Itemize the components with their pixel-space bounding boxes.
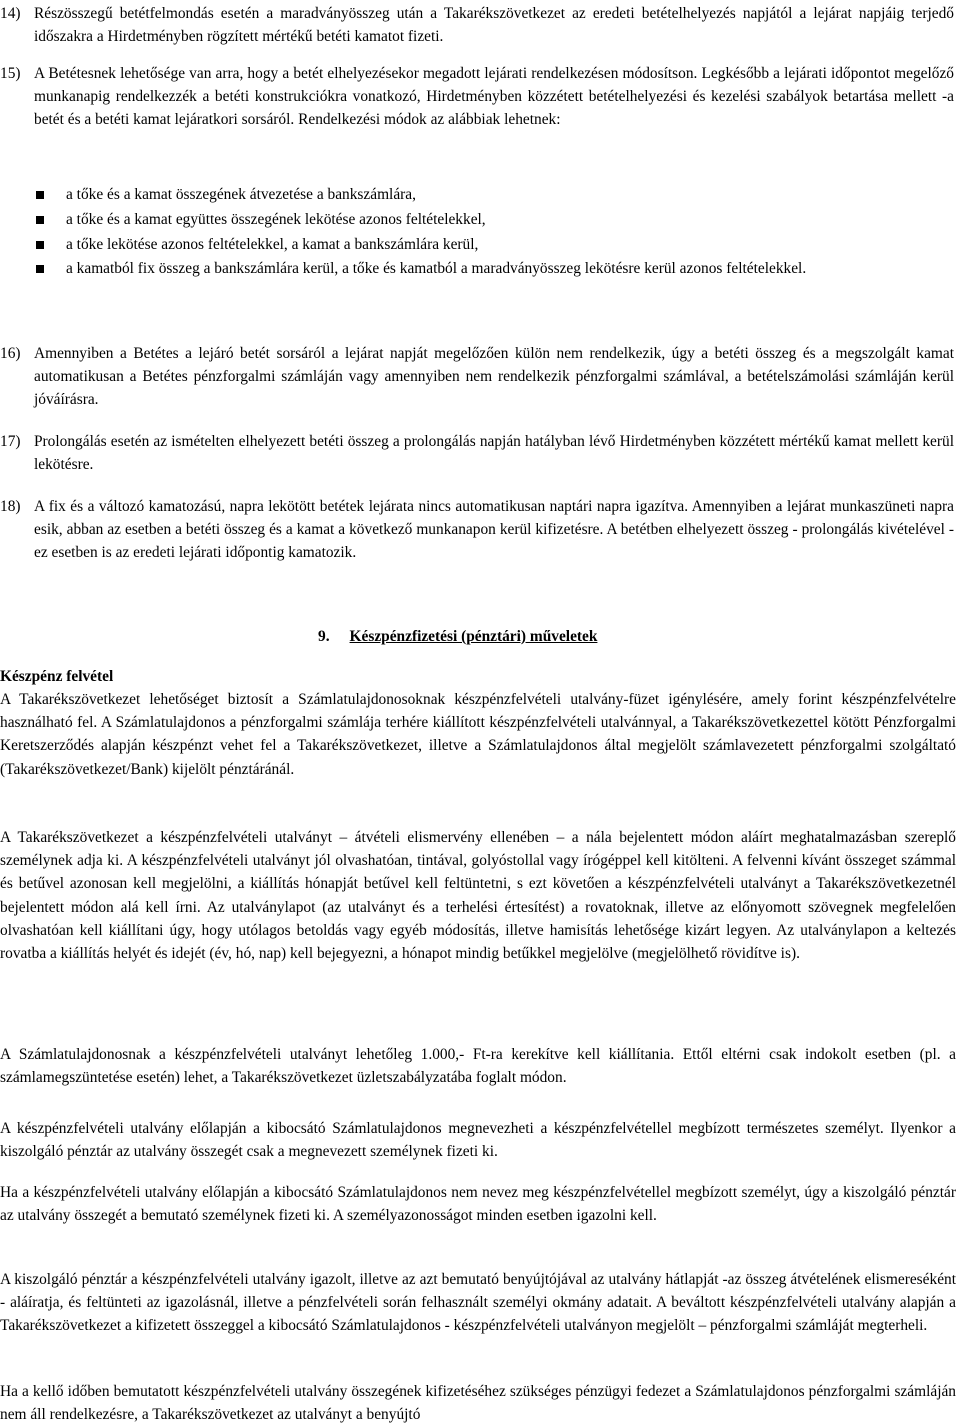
paragraph: A kiszolgáló pénztár a készpénzfelvételi utalvány igazolt, illetve az azt bemutató benyújtójával az utalvány hátlapját -az összeg átvételének elismereséként - aláíratja, és feltünteti az igazolásnál, illetve a pénzfelvételi során felhasznált személyi okmány adatait. A beváltott készpénzfelvételi utalvány alapján a Takarékszövetkezet a kifizetett összeggel a kibocsátó Számlatulajdonos - készpénzfelvételi utalványon megjelölt – pénzforgalmi számláját megterheli. <box>0 1271 956 1335</box>
item-text: A fix és a változó kamatozású, napra lekötött betétek lejárata nincs automatikusan naptári napra igazítva. Amennyiben a lejárat munkaszüneti napra esik, abban az esetben a betéti összeg és a kamat a következő munkanapon kerül kifizetésre. A betétben elhelyezett összeg - prolongálás kivételével - ez esetben is az eredeti lejárati időpontig kamatozik. <box>34 498 954 562</box>
item-text: Részösszegű betétfelmondás esetén a maradványösszeg után a Takarékszövetkezet az eredeti betételhelyezés napjától a lejárat napjáig terjedő időszakra a Hirdetményben rögzített mértékű betéti kamatot fizeti. <box>34 5 954 46</box>
list-item: a tőke és a kamat összegének átvezetése a bankszámlára, <box>34 183 954 208</box>
subheading: Készpénz felvétel <box>0 668 114 685</box>
item-number: 17) <box>0 433 21 450</box>
item-15-text-block <box>0 62 960 132</box>
item-18 <box>0 495 960 565</box>
item-text: A Betétesnek lehetősége van arra, hogy a betét elhelyezésekor megadott lejárati rendelkezésen módosítson. Legkésőbb a lejárati időpontot megelőző munkanapig rendelkezzék a betéti konstrukciókra vonatkozó, Hirdetményben közzétett betételhelyezési és kezelési szabályok betartása mellett -a betét és a betéti kamat lejáratkori sorsáról. Rendelkezési módok az alábbiak lehetnek: <box>34 65 954 129</box>
paragraph: Ha a készpénzfelvételi utalvány előlapján a kibocsátó Számlatulajdonos nem nevez meg készpénzfelvétellel megbízott személyt, úgy a kiszolgáló pénztár az utalvány összegét a bemutató személynek fizeti ki. A személyazonosságot minden esetben igazolni kell. <box>0 1184 956 1225</box>
item-number: 15) <box>0 65 21 82</box>
square-bullet-icon <box>36 191 44 199</box>
paragraph: A Számlatulajdonosnak a készpénzfelvételi utalványt lehetőleg 1.000,- Ft-ra kerekítve kell kiállítania. Ettől eltérni csak indokolt esetben (pl. a számlamegszüntetése esetén) lehet, a Takarékszövetkezet üzletszabályzatába foglalt módon. <box>0 1046 956 1087</box>
item-text: Prolongálás esetén az ismételten elhelyezett betéti összeg a prolongálás napján hatályban lévő Hirdetményben közzétett mértékű kamat mellett kerül lekötésre. <box>34 433 954 474</box>
list-item: a kamatból fix összeg a bankszámlára kerül, a tőke és kamatból a maradványösszeg lekötésre kerül azonos feltételekkel. <box>34 257 954 282</box>
item-17 <box>0 430 960 476</box>
square-bullet-icon <box>36 265 44 273</box>
item-16 <box>0 342 960 412</box>
item-number: 16) <box>0 345 21 362</box>
list-item: a tőke lekötése azonos feltételekkel, a kamat a bankszámlára kerül, <box>34 233 954 258</box>
section-title <box>318 625 597 648</box>
list-item: a tőke és a kamat együttes összegének lekötése azonos feltételekkel, <box>34 208 954 233</box>
paragraph: A készpénzfelvételi utalvány előlapján a kibocsátó Számlatulajdonos megnevezheti a készpénzfelvétellel megbízott természetes személyt. Ilyenkor a kiszolgáló pénztár az utalvány összegét csak a megnevezett személynek fizeti ki. <box>0 1120 956 1161</box>
square-bullet-icon <box>36 241 44 249</box>
item-number: 14) <box>0 5 21 22</box>
section-title-text: Készpénzfizetési (pénztári) műveletek <box>349 628 598 645</box>
paragraph: A Takarékszövetkezet a készpénzfelvételi utalványt – átvételi elismervény ellenében – a nála bejelentett módon aláírt meghatalmazásban szereplő személynek adja ki. A készpénzfelvételi utalványt jól olvashatóan, tintával, golyóstollal vagy írógéppel kell kitölteni. A felvenni kívánt összeget számmal és betűvel azonosan kell megjelölni, a kiállítás hónapját betűvel kell feltüntetni, s ezt követően a készpénzfelvételi utalványt a Takarékszövetkezetnél bejelentett módon alá kell írni. Az utalványlapot (az utalványt és a terhelési értesítést) a rovatoknak, illetve az előnyomott szövegnek megfelelően olvashatóan kell kiállítani úgy, hogy utólagos betoldás vagy egyéb módosítás, illetve hamisítás lehetősége kizárt legyen. Az utalványlapon a keltezés rovatba a kiállítás helyét és idejét (év, hó, nap) kell bejegyezni, a hónapot mindig betűkkel megjelölve (megjelölhető rövidítve is). <box>0 829 956 963</box>
section-number: 9. <box>318 628 330 645</box>
paragraph: A Takarékszövetkezet lehetőséget biztosít a Számlatulajdonosoknak készpénzfelvételi utalvány-füzet igénylésére, amely forint készpénzfelvételre használható fel. A Számlatulajdonos a pénzforgalmi számlája terhére kiállított készpénzfelvételi utalvánnyal, a Takarékszövetkezettel kötött Pénzforgalmi Keretszerződés alapján készpénzt vehet fel a Takarékszövetkezet, illetve a Számlatulajdonos által megjelölt számlavezetett pénzforgalmi szolgáltató (Takarékszövetkezet/Bank) kijelölt pénztáránál. <box>0 691 956 778</box>
item-text: Amennyiben a Betétes a lejáró betét sorsáról a lejárat napját megelőzően külön nem rendelkezik, úgy a betéti összeg és a megszolgált kamat automatikusan a Betétes pénzforgalmi számláján vagy amennyiben nem rendelkezik pénzforgalmi számlával, a betételszámolási számláján kerül jóváírásra. <box>34 345 954 409</box>
square-bullet-icon <box>36 216 44 224</box>
disposition-options-list <box>34 183 954 282</box>
paragraph: Ha a kellő időben bemutatott készpénzfelvételi utalvány összegének kifizetéséhez szükséges pénzügyi fedezet a Számlatulajdonos pénzforgalmi számláján nem áll rendelkezésre, a Takarékszövetkezet az utalványt a benyújtó <box>0 1383 956 1424</box>
item-number: 18) <box>0 498 21 515</box>
item-14 <box>0 2 960 48</box>
